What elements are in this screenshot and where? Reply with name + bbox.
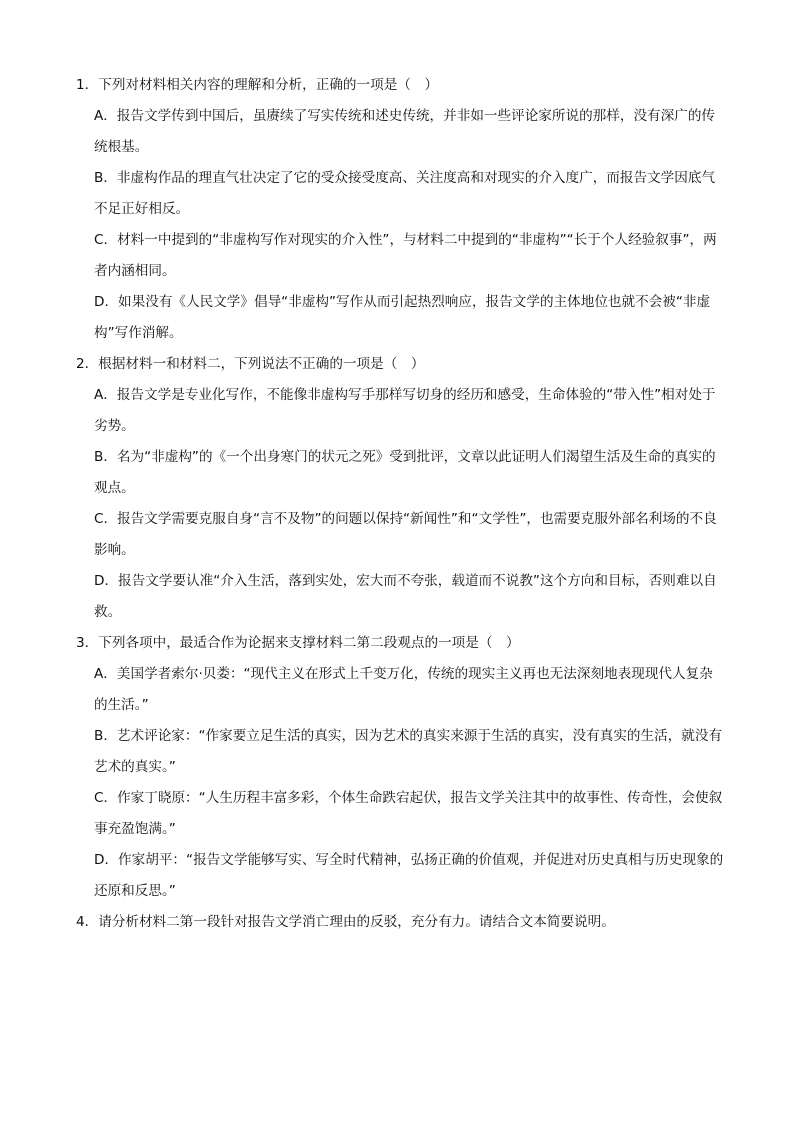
question-stem: 4．请分析材料二第一段针对报告文学消亡理由的反驳，充分有力。请结合文本简要说明。 [76,914,615,930]
option-a: A．报告文学传到中国后，虽赓续了写实传统和述史传统，并非如一些评论家所说的那样，没有深广的传统根基。 [94,108,716,155]
option-list [76,380,726,628]
option-a: A．美国学者索尔·贝娄：“现代主义在形式上千变万化，传统的现实主义再也无法深刻地表现现代人复杂的生活。” [94,666,713,713]
option-b: B．艺术评论家：“作家要立足生活的真实，因为艺术的真实来源于生活的真实，没有真实的生活，就没有艺术的真实。” [94,728,723,775]
question-1 [76,70,726,349]
option-b: B．名为“非虚构”的《一个出身寒门的状元之死》受到批评，文章以此证明人们渴望生活及生命的真实的观点。 [94,449,716,496]
option-d: D．如果没有《人民文学》倡导“非虚构”写作从而引起热烈响应，报告文学的主体地位也就不会被“非虚构”写作消解。 [94,294,711,341]
question-2 [76,349,726,628]
option-list [76,659,726,907]
option-list [76,101,726,349]
question-stem: 2．根据材料一和材料二，下列说法不正确的一项是（ ） [76,356,425,372]
question-4 [76,907,726,938]
question-stem: 1．下列对材料相关内容的理解和分析，正确的一项是（ ） [76,77,439,93]
option-d: D．作家胡平：“报告文学能够写实、写全时代精神，弘扬正确的价值观，并促进对历史真相与历史现象的还原和反思。” [94,852,724,899]
question-3 [76,628,726,907]
option-d: D．报告文学要认准“介入生活，落到实处，宏大而不夸张，载道而不说教”这个方向和目标，否则难以自救。 [94,573,717,620]
question-stem: 3．下列各项中，最适合作为论据来支撑材料二第二段观点的一项是（ ） [76,635,520,651]
option-b: B．非虚构作品的理直气壮决定了它的受众接受度高、关注度高和对现实的介入度广，而报告文学因底气不足正好相反。 [94,170,716,217]
option-c: C．材料一中提到的“非虚构写作对现实的介入性”，与材料二中提到的“非虚构”“长于个人经验叙事”，两者内涵相同。 [94,232,717,279]
option-c: C．报告文学需要克服自身“言不及物”的问题以保持“新闻性”和“文学性”，也需要克服外部名利场的不良影响。 [94,511,717,558]
question-list [76,70,726,938]
option-a: A．报告文学是专业化写作，不能像非虚构写手那样写切身的经历和感受，生命体验的“带入性”相对处于劣势。 [94,387,716,434]
option-c: C．作家丁晓原：“人生历程丰富多彩，个体生命跌宕起伏，报告文学关注其中的故事性、传奇性，会使叙事充盈饱满。” [94,790,723,837]
